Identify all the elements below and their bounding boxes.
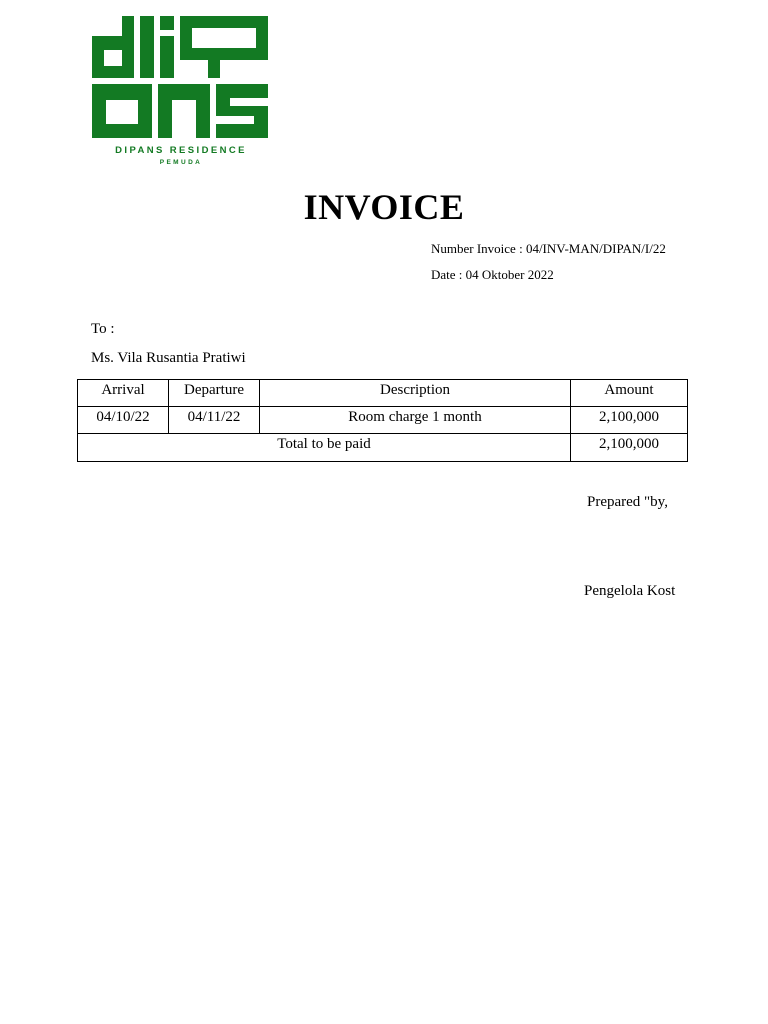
logo-text-line2: PEMUDA <box>159 159 203 166</box>
table-header-row <box>78 380 688 407</box>
invoice-table <box>77 379 688 462</box>
total-row <box>78 434 688 462</box>
to-label: To : <box>91 321 115 337</box>
logo-text-line1: DIPANS RESIDENCE <box>115 145 247 156</box>
header-description: Description <box>260 380 571 407</box>
header-arrival: Arrival <box>78 380 169 407</box>
cell-arrival: 04/10/22 <box>78 407 169 434</box>
header-amount: Amount <box>571 380 688 407</box>
cell-description: Room charge 1 month <box>260 407 571 434</box>
total-amount: 2,100,000 <box>571 434 688 462</box>
cell-amount: 2,100,000 <box>571 407 688 434</box>
cell-departure: 04/11/22 <box>169 407 260 434</box>
dipans-logo-icon <box>92 16 270 166</box>
invoice-date: Date : 04 Oktober 2022 <box>431 267 554 282</box>
recipient-name: Ms. Vila Rusantia Pratiwi <box>91 350 246 366</box>
invoice-number: Number Invoice : 04/INV-MAN/DIPAN/I/22 <box>431 241 666 256</box>
dipans-residence-logo <box>92 16 270 166</box>
header-departure: Departure <box>169 380 260 407</box>
document-title: INVOICE <box>303 187 465 227</box>
prepared-by-label: Prepared "by, <box>587 494 668 510</box>
table-row <box>78 407 688 434</box>
signer-name: Pengelola Kost <box>584 583 676 599</box>
total-label: Total to be paid <box>78 434 571 462</box>
